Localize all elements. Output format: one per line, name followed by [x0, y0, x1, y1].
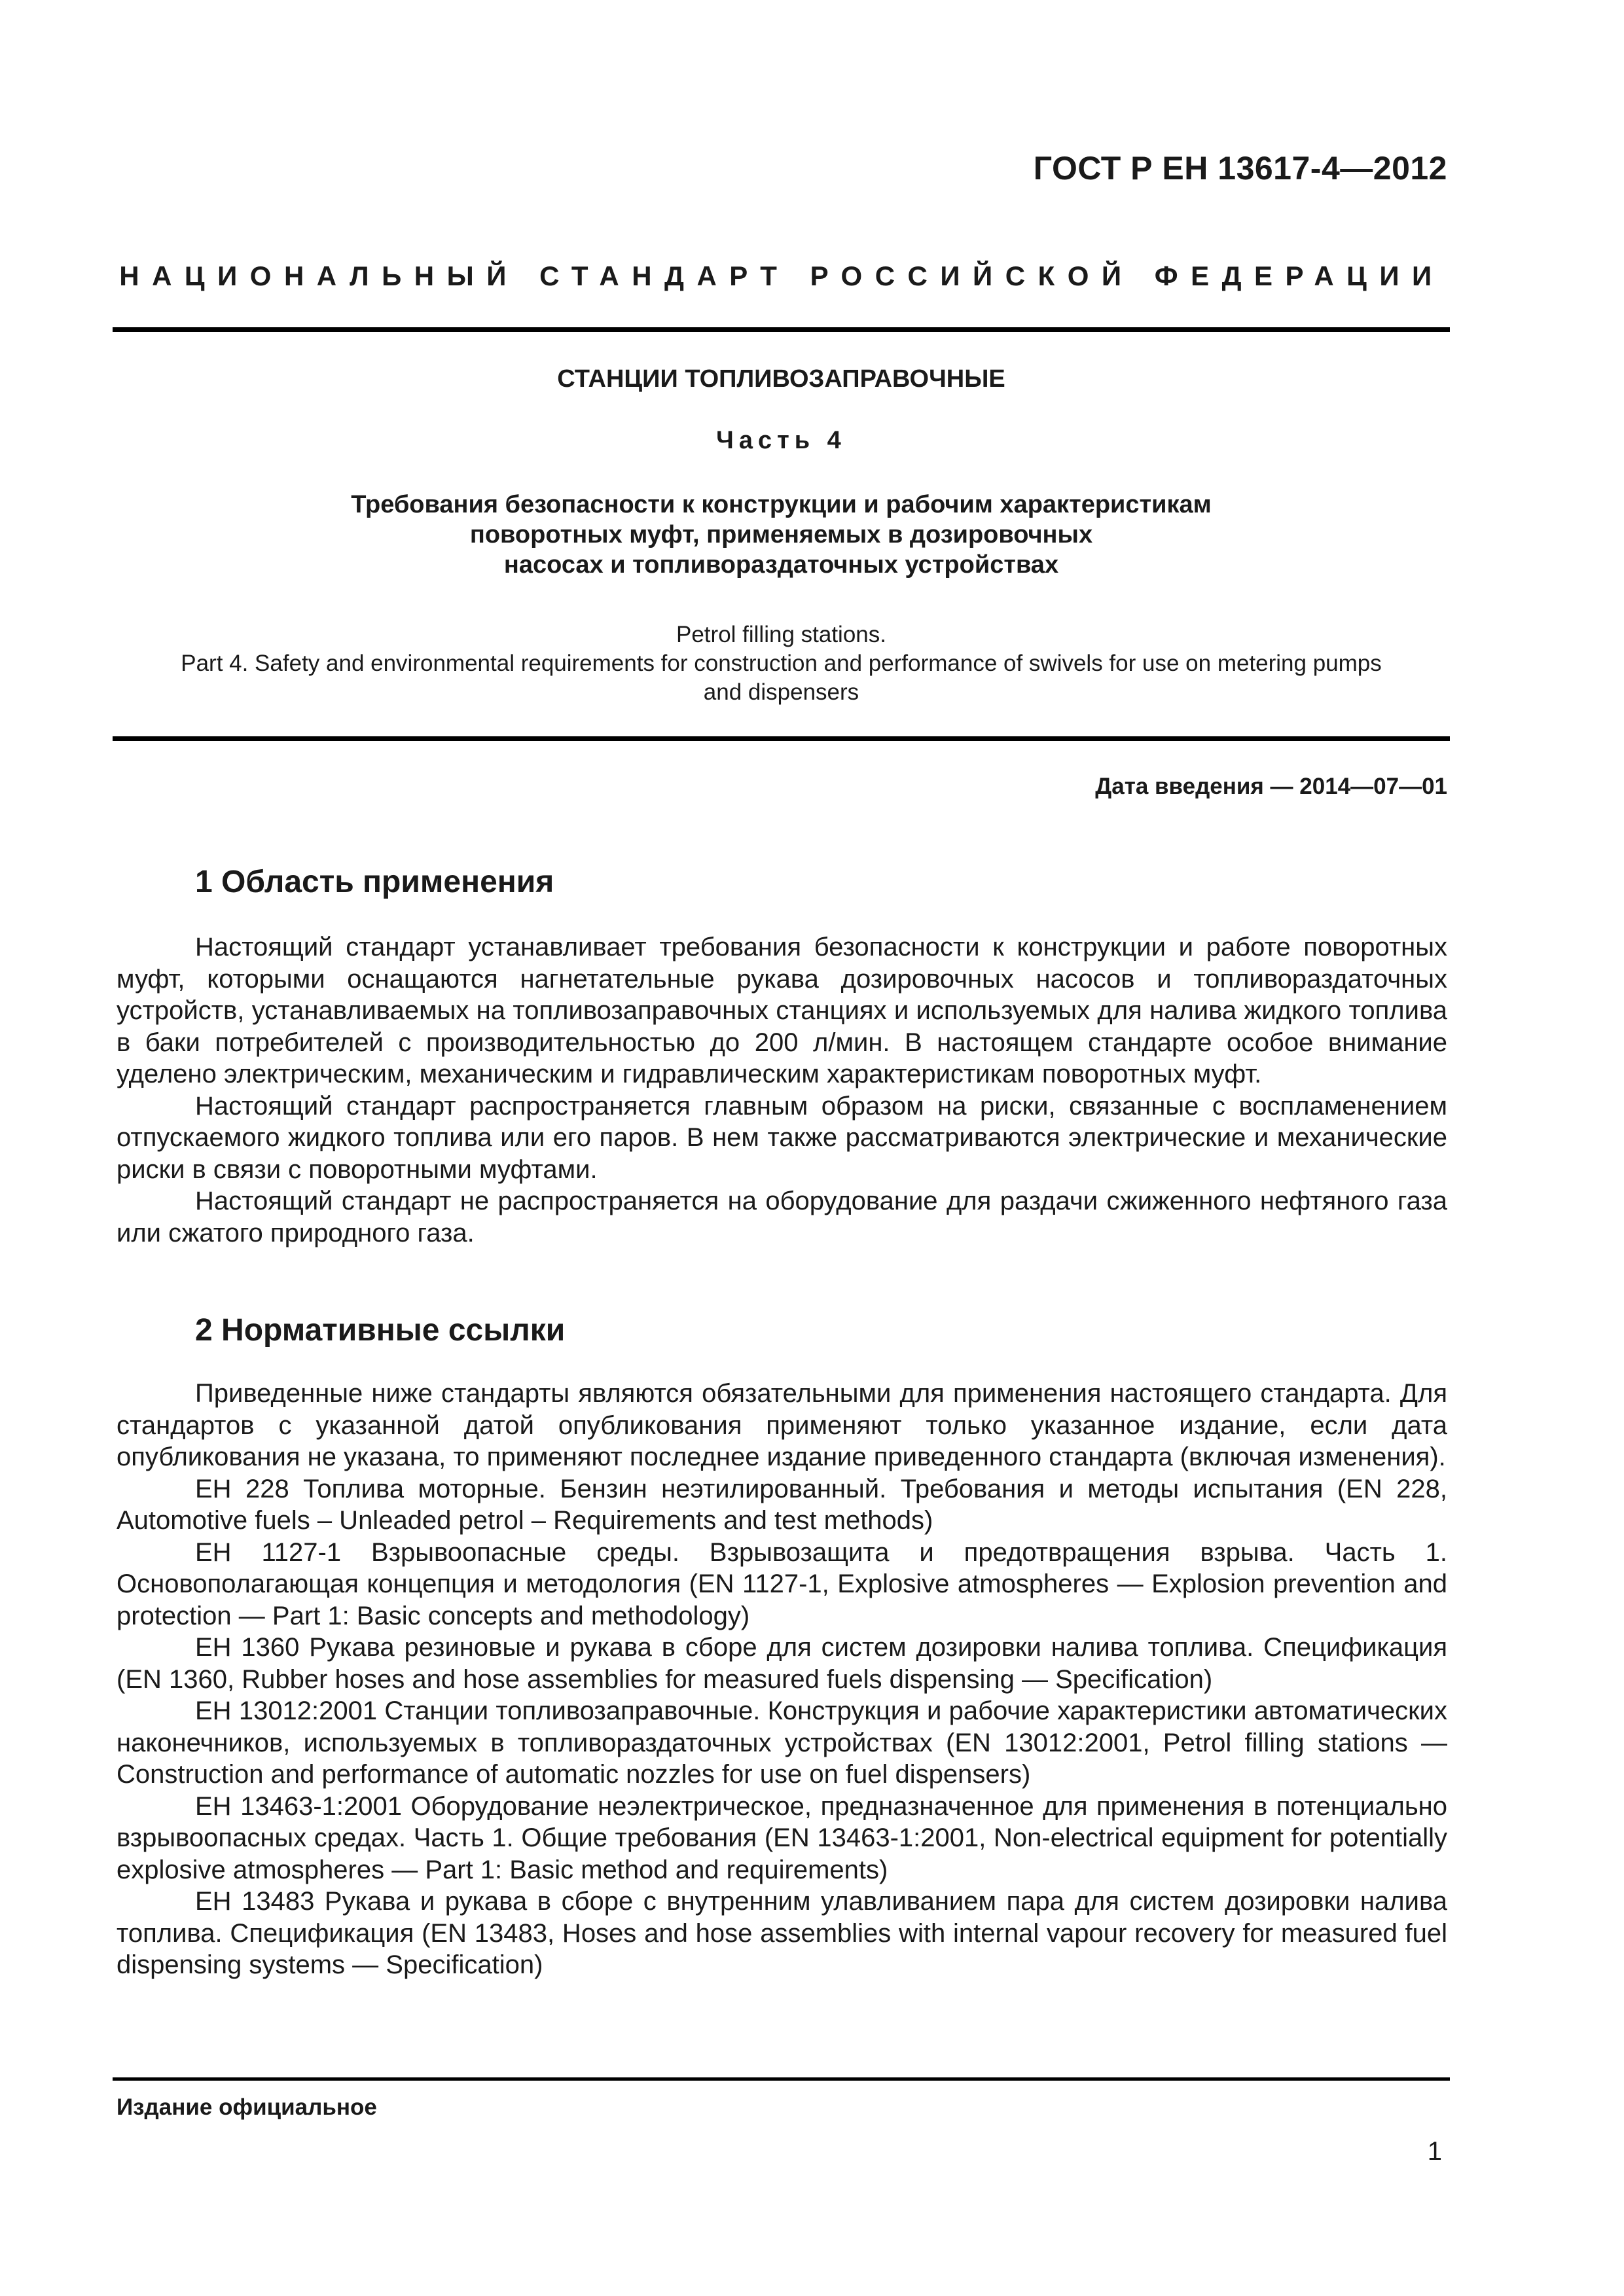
national-standard-title: НАЦИОНАЛЬНЫЙ СТАНДАРТ РОССИЙСКОЙ ФЕДЕРАЦИИ [119, 260, 1445, 291]
official-edition-label: Издание официальное [117, 2094, 377, 2120]
paragraph: Настоящий стандарт устанавливает требования безопасности к конструкции и работе поворотных муфт, которыми оснащаются нагнетательные рукава дозировочных насосов и топливораздаточных устройств, устанавливаемых на топливозаправочных станциях и используемых для налива жидкого топлива в баки потребителей с производительностью до 200 л/мин. В настоящем стандарте особое внимание уделено электрическим, механическим и гидравлическим характеристикам поворотных муфт. [117, 933, 1447, 1088]
paragraph: Настоящий стандарт не распространяется на оборудование для раздачи сжиженного нефтяного газа или сжатого природного газа. [117, 1187, 1447, 1247]
part-title: Часть 4 [716, 427, 846, 454]
gost-code: ГОСТ Р ЕН 13617-4—2012 [1033, 150, 1447, 187]
section-heading-references: 2 Нормативные ссылки [195, 1313, 566, 1348]
reference-item: ЕН 1360 Рукава резиновые и рукава в сборе для систем дозировки налива топлива. Спецификация (EN 1360, Rubber hoses and hose assemblies for measured fuels dispensing — Specification) [117, 1633, 1447, 1694]
paragraph: Настоящий стандарт распространяется главным образом на риски, связанные с воспламенением отпускаемого жидкого топлива или его паров. В нем также рассматриваются электрические и механические риски в связи с поворотными муфтами. [117, 1091, 1447, 1184]
section-heading-scope: 1 Область применения [195, 865, 554, 899]
english-title-line: Part 4. Safety and environmental requirements for construction and performance of swivels for use on metering pumps [181, 651, 1382, 676]
section-body-scope [117, 931, 1447, 1249]
english-title-line: and dispensers [703, 679, 859, 705]
standard-title: СТАНЦИИ ТОПЛИВОЗАПРАВОЧНЫЕ [557, 365, 1005, 393]
reference-item: ЕН 1127-1 Взрывоопасные среды. Взрывозащита и предотвращения взрыва. Часть 1. Основополагающая концепция и методология (EN 1127-1, Explosive atmospheres — Explosion prevention and protection — Part 1: Basic concepts and methodology) [117, 1537, 1447, 1630]
reference-item: ЕН 228 Топлива моторные. Бензин неэтилированный. Требования и методы испытания (EN 228, Automotive fuels – Unleaded petrol – Requirements and test methods) [117, 1474, 1447, 1535]
footer-divider [113, 2077, 1450, 2081]
reference-item: ЕН 13463-1:2001 Оборудование неэлектрическое, предназначенное для применения в потенциально взрывоопасных средах. Часть 1. Общие требования (EN 13463-1:2001, Non-electrical equipment for potentially explosive atmospheres — Part 1: Basic method and requirements) [117, 1791, 1447, 1884]
subtitle-line: насосах и топливораздаточных устройствах [503, 551, 1059, 579]
subtitle-line: Требования безопасности к конструкции и рабочим характеристикам [351, 491, 1212, 518]
standard-subtitle [113, 490, 1450, 580]
english-title [113, 620, 1450, 707]
english-title-line: Petrol filling stations. [676, 622, 886, 647]
introduction-date: Дата введения — 2014—07—01 [1095, 774, 1447, 799]
reference-item: ЕН 13483 Рукава и рукава в сборе с внутренним улавливанием пара для систем дозировки налива топлива. Спецификация (EN 13483, Hoses and hose assemblies with internal vapour recovery for measured fuel dispensing systems — Specification) [117, 1887, 1447, 1979]
page-number: 1 [1427, 2137, 1442, 2166]
title-divider [113, 736, 1450, 741]
paragraph: Приведенные ниже стандарты являются обязательными для применения настоящего стандарта. Для стандартов с указанной датой опубликования применяют только указанное издание, если дата опубликования не указана, то применяют последнее издание приведенного стандарта (включая изменения). [117, 1379, 1447, 1471]
header-divider [113, 327, 1450, 332]
subtitle-line: поворотных муфт, применяемых в дозировочных [469, 521, 1093, 548]
reference-item: ЕН 13012:2001 Станции топливозаправочные. Конструкция и рабочие характеристики автоматических наконечников, используемых в топливораздаточных устройствах (EN 13012:2001, Petrol filling stations — Construction and performance of automatic nozzles for use on fuel dispensers) [117, 1696, 1447, 1789]
section-body-references [117, 1378, 1447, 1981]
